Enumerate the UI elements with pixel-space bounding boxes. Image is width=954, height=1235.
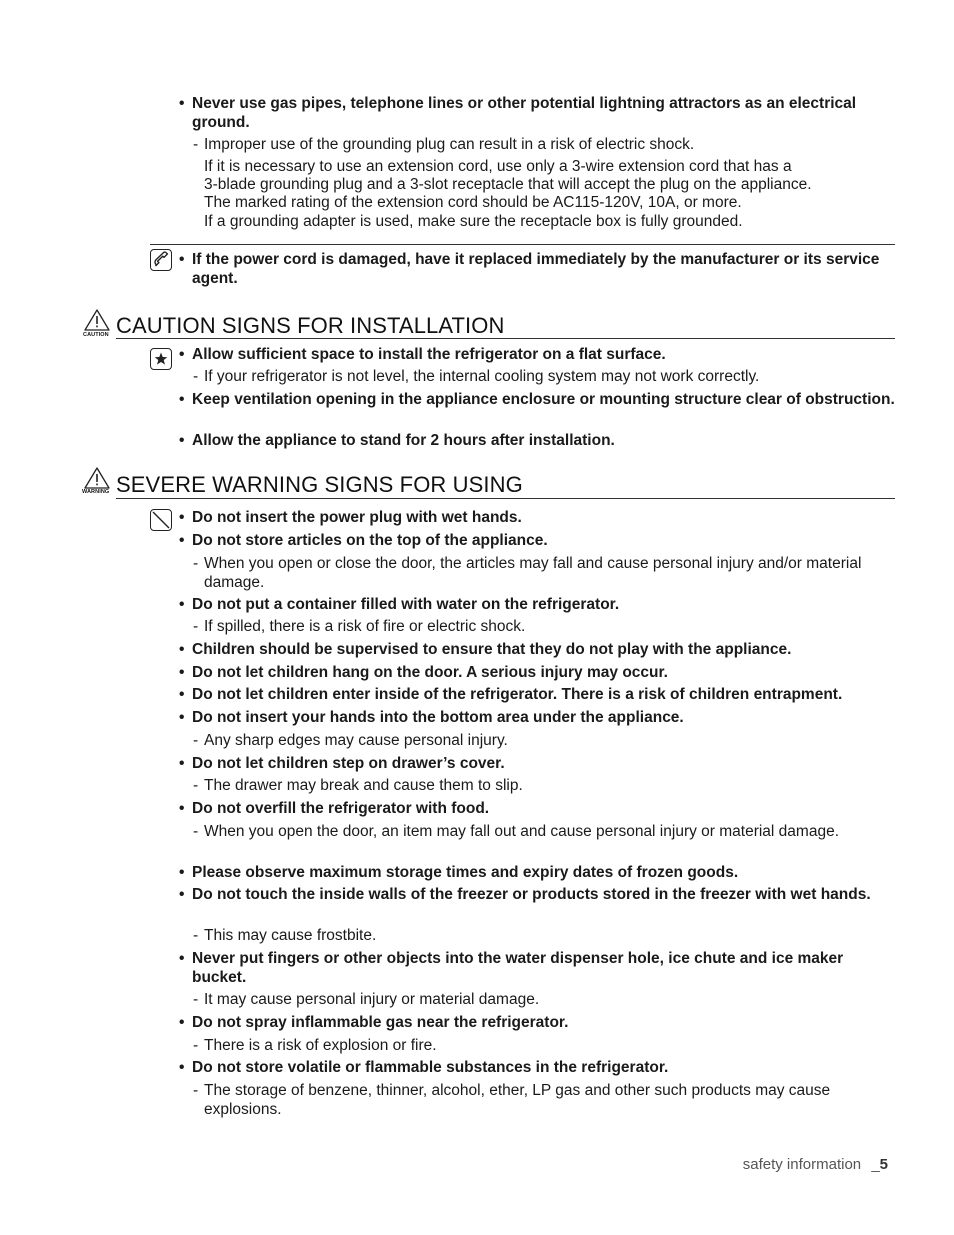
- star-icon: [150, 348, 172, 370]
- warning-sub: - The drawer may break and cause them to slip.: [193, 777, 895, 796]
- caution-icon-label: CAUTION: [83, 332, 109, 338]
- warning-sub: - It may cause personal injury or material damage.: [193, 991, 895, 1010]
- phone-contact-icon: [150, 249, 172, 271]
- warning-sub: - If spilled, there is a risk of fire or electric shock.: [193, 618, 895, 637]
- divider: [150, 244, 895, 245]
- warning-bullet: • Do not insert your hands into the bottom area under the appliance.: [179, 709, 895, 728]
- page-footer: [743, 1156, 888, 1173]
- power-cord-bullet: • If the power cord is damaged, have it replaced immediately by the manufacturer or its service agent.: [179, 251, 895, 288]
- warning-bullet: • Do not let children enter inside of the refrigerator. There is a risk of children entrapment.: [179, 686, 895, 705]
- warning-bullet: • Do not let children step on drawer’s cover.: [179, 755, 895, 774]
- warning-sub: - When you open the door, an item may fall out and cause personal injury or material damage.: [193, 823, 895, 842]
- warning-bullet: • Please observe maximum storage times and expiry dates of frozen goods.: [179, 864, 895, 883]
- page-number: 5: [879, 1156, 888, 1173]
- grounding-sub: - Improper use of the grounding plug can result in a risk of electric shock.: [193, 136, 895, 155]
- caution-bullet: • Allow sufficient space to install the refrigerator on a flat surface.: [179, 346, 895, 365]
- warning-bullet: • Do not store volatile or flammable substances in the refrigerator.: [179, 1059, 895, 1078]
- warning-bullet: • Do not store articles on the top of the appliance.: [179, 532, 895, 551]
- warning-bullet: • Do not touch the inside walls of the freezer or products stored in the freezer with wet hands.: [179, 886, 895, 905]
- warning-bullet: • Do not put a container filled with water on the refrigerator.: [179, 596, 895, 615]
- warning-sub: - The storage of benzene, thinner, alcohol, ether, LP gas and other such products may cause explosions.: [193, 1082, 895, 1119]
- grounding-paragraph: [204, 158, 895, 231]
- warning-bullet: • Do not insert the power plug with wet hands.: [179, 509, 895, 528]
- grounding-line: 3-blade grounding plug and a 3-slot receptacle that will accept the plug on the appliance.: [204, 176, 812, 194]
- footer-label: safety information: [742, 1156, 862, 1173]
- warning-bullet: • Do not let children hang on the door. A serious injury may occur.: [179, 664, 895, 683]
- warning-bullet: • Never put fingers or other objects into the water dispenser hole, ice chute and ice maker bucket.: [179, 950, 895, 987]
- warning-sub: - Any sharp edges may cause personal injury.: [193, 732, 895, 751]
- warning-icon-label: WARNING: [82, 489, 110, 495]
- footer-page-prefix: _: [871, 1156, 880, 1173]
- warning-bullet: • Do not spray inflammable gas near the refrigerator.: [179, 1014, 895, 1033]
- warning-bullet: • Do not overfill the refrigerator with food.: [179, 800, 895, 819]
- grounding-line: The marked rating of the extension cord should be AC115-120V, 10A, or more.: [204, 194, 742, 212]
- caution-bullet: • Keep ventilation opening in the appliance enclosure or mounting structure clear of obstruction.: [179, 391, 895, 410]
- warning-heading-rule: [116, 498, 895, 499]
- warning-sub: - There is a risk of explosion or fire.: [193, 1037, 895, 1056]
- warning-sub: - When you open or close the door, the articles may fall and cause personal injury and/or material damage.: [193, 555, 895, 592]
- warning-heading: SEVERE WARNING SIGNS FOR USING: [116, 472, 523, 497]
- caution-sub: - If your refrigerator is not level, the internal cooling system may not work correctly.: [193, 368, 895, 387]
- grounding-bullet: • Never use gas pipes, telephone lines or other potential lightning attractors as an electrical ground.: [179, 95, 895, 132]
- caution-heading: CAUTION SIGNS FOR INSTALLATION: [116, 313, 505, 338]
- warning-sub: - This may cause frostbite.: [193, 927, 895, 946]
- prohibited-icon: [150, 509, 172, 531]
- caution-heading-rule: [116, 338, 895, 339]
- grounding-line: If it is necessary to use an extension cord, use only a 3-wire extension cord that has a: [204, 158, 792, 175]
- warning-bullet: • Children should be supervised to ensure that they do not play with the appliance.: [179, 641, 895, 660]
- grounding-line: If a grounding adapter is used, make sure the receptacle box is fully grounded.: [204, 212, 743, 230]
- caution-bullet: • Allow the appliance to stand for 2 hours after installation.: [179, 432, 895, 451]
